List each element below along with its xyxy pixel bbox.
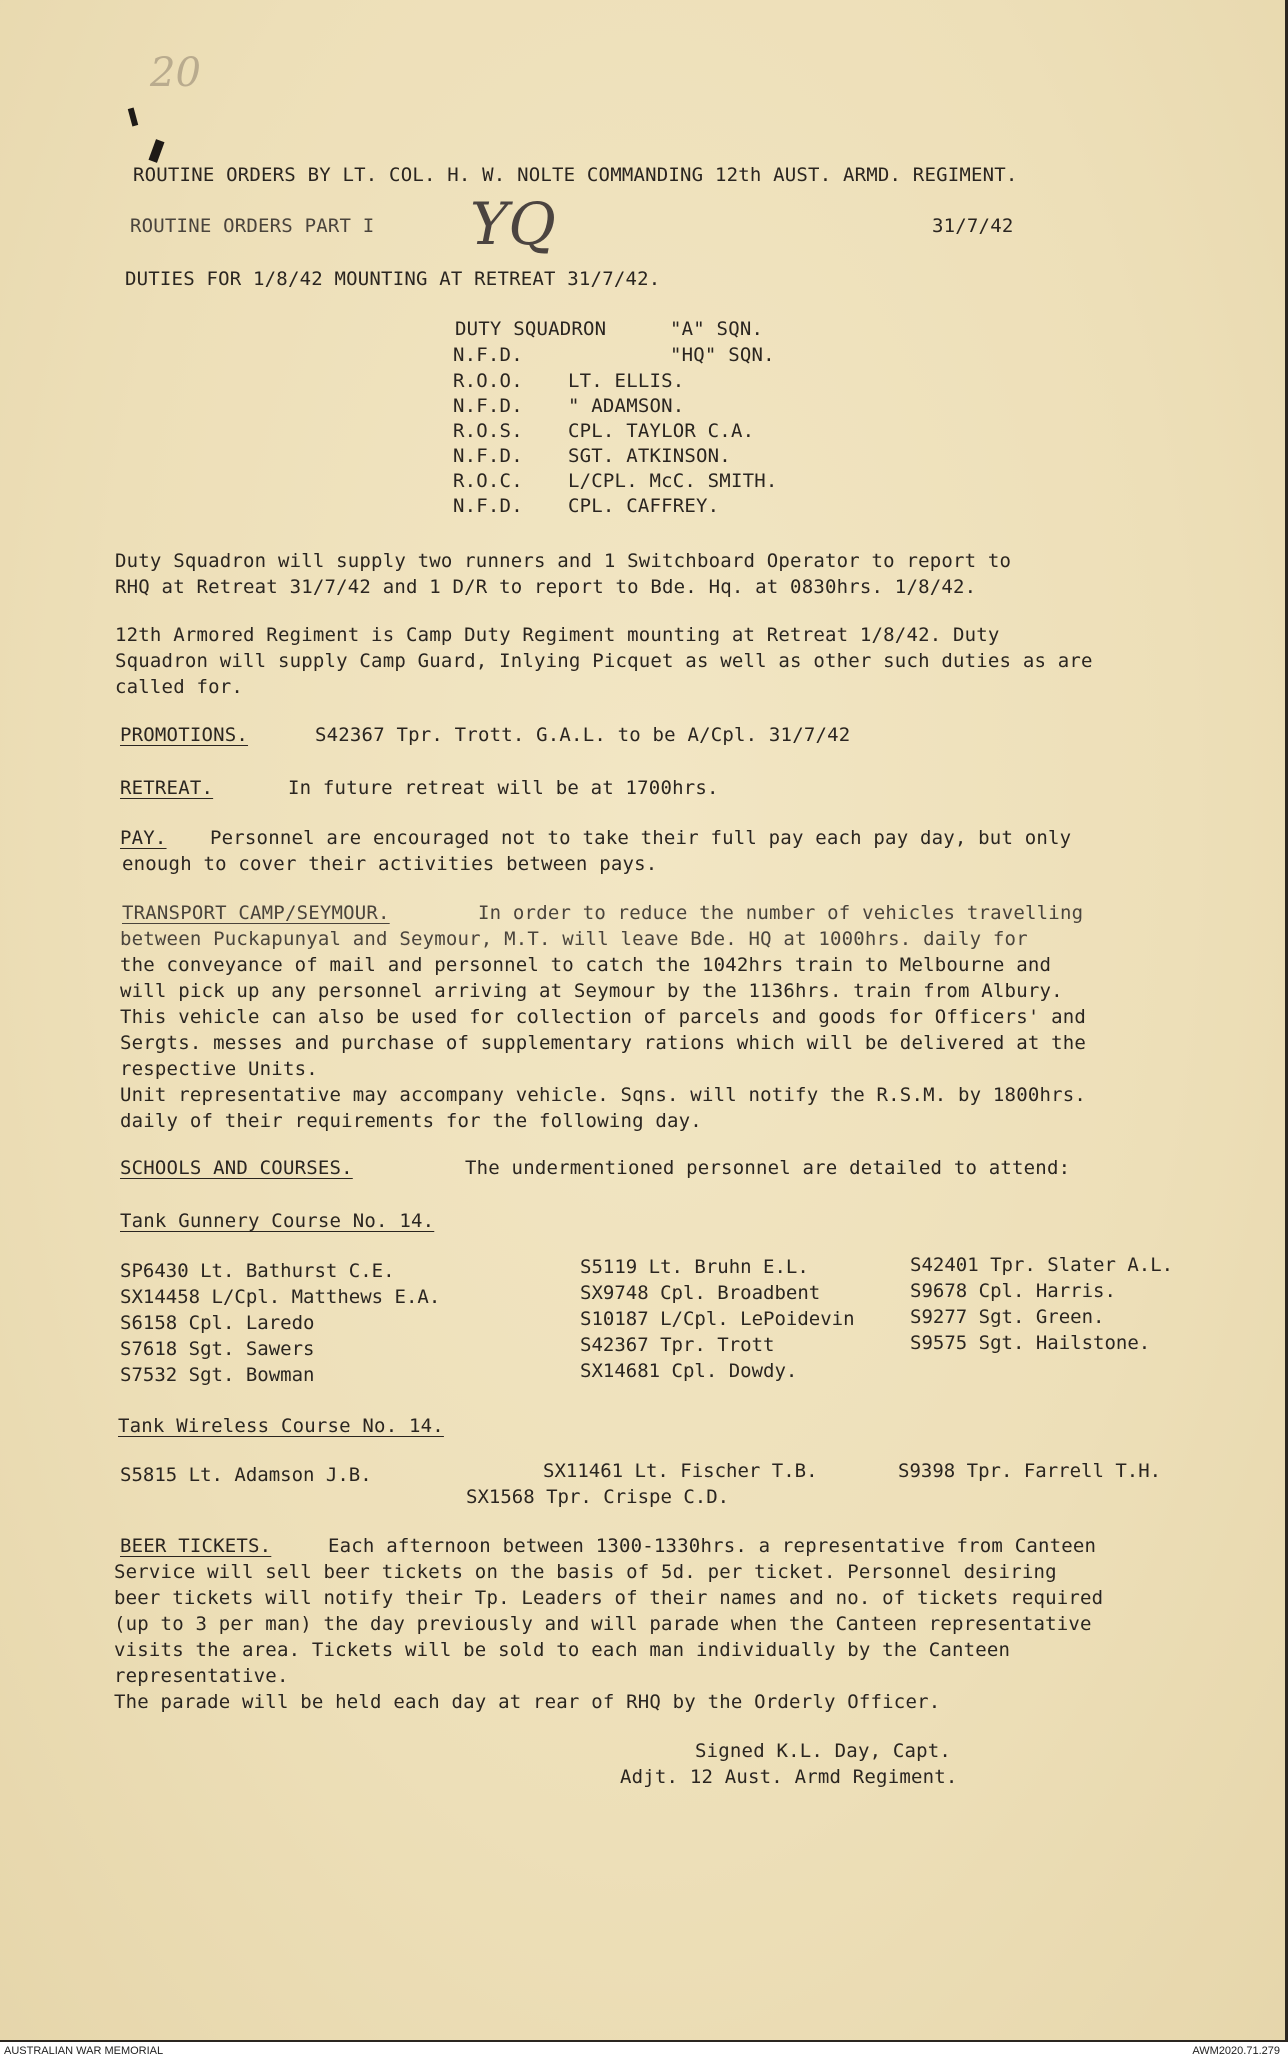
paragraph-line: between Puckapunyal and Seymour, M.T. will leave Bde. HQ at 1000hrs. daily for <box>120 928 1028 950</box>
course-entry: S9277 Sgt. Green. <box>910 1306 1105 1328</box>
retreat-heading: RETREAT. <box>120 777 214 799</box>
duty-role: R.O.C. <box>453 470 523 492</box>
paragraph-line: beer tickets will notify their Tp. Leaders of their names and no. of tickets required <box>114 1587 1104 1609</box>
course-entry: S10187 L/Cpl. LePoidevin <box>580 1308 855 1330</box>
paragraph-line: respective Units. <box>120 1058 318 1080</box>
signature-line: Signed K.L. Day, Capt. <box>695 1740 952 1762</box>
paragraph-line: 12th Armored Regiment is Camp Duty Regiment mounting at Retreat 1/8/42. Duty <box>115 624 1000 646</box>
duty-role: N.F.D. <box>453 495 523 517</box>
header-title: ROUTINE ORDERS BY LT. COL. H. W. NOLTE COMMANDING 12th AUST. ARMD. REGIMENT. <box>133 164 1018 186</box>
paragraph-line: Service will sell beer tickets on the basis of 5d. per ticket. Personnel desiring <box>114 1561 1057 1583</box>
duty-name: SGT. ATKINSON. <box>568 445 731 467</box>
duty-name: LT. ELLIS. <box>568 370 685 392</box>
transport-paragraph <box>120 926 1190 1134</box>
paragraph-line: RHQ at Retreat 31/7/42 and 1 D/R to report to Bde. Hq. at 0830hrs. 1/8/42. <box>115 576 977 598</box>
paragraph-line: daily of their requirements for the following day. <box>120 1110 702 1132</box>
ink-mark <box>149 139 165 163</box>
course-entry: SP6430 Lt. Bathurst C.E. <box>120 1260 395 1282</box>
course-entry: S9398 Tpr. Farrell T.H. <box>898 1460 1162 1482</box>
paragraph-line: This vehicle can also be used for collection of parcels and goods for Officers' and <box>120 1006 1087 1028</box>
paragraph-line: Sergts. messes and purchase of supplementary rations which will be delivered at the <box>120 1032 1087 1054</box>
paragraph-line: will pick up any personnel arriving at Seymour by the 1136hrs. train from Albury. <box>120 980 1063 1002</box>
schools-heading: SCHOOLS AND COURSES. <box>120 1157 353 1179</box>
header-part: ROUTINE ORDERS PART I <box>130 215 375 237</box>
duty-name: " ADAMSON. <box>568 395 685 417</box>
gunnery-course-heading: Tank Gunnery Course No. 14. <box>120 1210 435 1232</box>
course-entry: S42367 Tpr. Trott <box>580 1334 775 1356</box>
course-entry: SX11461 Lt. Fischer T.B. <box>543 1460 818 1482</box>
duties-heading: DUTIES FOR 1/8/42 MOUNTING AT RETREAT 31/7/42. <box>125 268 661 290</box>
ink-mark <box>128 108 138 127</box>
paragraph-line: Squadron will supply Camp Guard, Inlying Picquet as well as other such duties as are <box>115 650 1093 672</box>
transport-line: In order to reduce the number of vehicles travelling <box>478 902 1084 924</box>
footer-accession-number: AWM2020.71.279 <box>1192 2045 1280 2057</box>
course-entry: S7532 Sgt. Bowman <box>120 1364 315 1386</box>
wireless-course-heading: Tank Wireless Course No. 14. <box>118 1415 444 1437</box>
course-entry: S9678 Cpl. Harris. <box>910 1280 1116 1302</box>
paragraph-line: (up to 3 per man) the day previously and will parade when the Canteen representative <box>114 1613 1092 1635</box>
retreat-text: In future retreat will be at 1700hrs. <box>288 777 719 799</box>
promotions-heading: PROMOTIONS. <box>120 724 249 746</box>
course-entry: SX9748 Cpl. Broadbent <box>580 1282 821 1304</box>
paragraph-line: visits the area. Tickets will be sold to each man individually by the Canteen <box>114 1639 1011 1661</box>
duty-role: N.F.D. <box>453 445 523 467</box>
duty-role: R.O.S. <box>453 420 523 442</box>
duty-name: CPL. CAFFREY. <box>568 495 720 517</box>
duty-name: "HQ" SQN. <box>670 344 775 366</box>
course-entry: S7618 Sgt. Sawers <box>120 1338 315 1360</box>
duty-name: L/CPL. McC. SMITH. <box>568 470 778 492</box>
archive-pencil-note: 20 <box>150 50 201 96</box>
beer-tickets-heading: BEER TICKETS. <box>120 1535 272 1557</box>
paragraph-line: Unit representative may accompany vehicle. Sqns. will notify the R.S.M. by 1800hrs. <box>120 1084 1087 1106</box>
paragraph-line: The parade will be held each day at rear of RHQ by the Orderly Officer. <box>114 1691 941 1713</box>
promotions-text: S42367 Tpr. Trott. G.A.L. to be A/Cpl. 31/7/42 <box>315 724 851 746</box>
duty-role: N.F.D. <box>453 395 523 417</box>
course-entry: S5119 Lt. Bruhn E.L. <box>580 1256 809 1278</box>
pay-line: Personnel are encouraged not to take their full pay each pay day, but only <box>210 827 1072 849</box>
course-entry: S6158 Cpl. Laredo <box>120 1312 315 1334</box>
transport-heading: TRANSPORT CAMP/SEYMOUR. <box>122 902 390 924</box>
paragraph-line: the conveyance of mail and personnel to catch the 1042hrs train to Melbourne and <box>120 954 1052 976</box>
camp-duty-paragraph <box>115 622 1185 700</box>
schools-text: The undermentioned personnel are detailed to attend: <box>465 1157 1071 1179</box>
beer-line: Each afternoon between 1300-1330hrs. a representative from Canteen <box>328 1535 1097 1557</box>
handwritten-initials: YQ <box>470 190 556 258</box>
pay-heading: PAY. <box>120 827 167 849</box>
paragraph-line: called for. <box>115 676 244 698</box>
footer-institution: AUSTRALIAN WAR MEMORIAL <box>4 2045 164 2057</box>
header-date: 31/7/42 <box>932 215 1014 237</box>
course-entry: S9575 Sgt. Hailstone. <box>910 1332 1151 1354</box>
paragraph-line: Duty Squadron will supply two runners and 1 Switchboard Operator to report to <box>115 550 1012 572</box>
duty-squadron-paragraph <box>115 548 1185 600</box>
duty-name: "A" SQN. <box>670 318 764 340</box>
course-entry: SX14681 Cpl. Dowdy. <box>580 1360 798 1382</box>
paragraph-line: representative. <box>114 1665 289 1687</box>
course-entry: SX14458 L/Cpl. Matthews E.A. <box>120 1286 441 1308</box>
duty-role: DUTY SQUADRON <box>455 318 607 340</box>
pay-line: enough to cover their activities between pays. <box>122 853 658 875</box>
beer-tickets-paragraph <box>114 1559 1184 1715</box>
course-entry: S5815 Lt. Adamson J.B. <box>120 1464 372 1486</box>
duty-name: CPL. TAYLOR C.A. <box>568 420 755 442</box>
signature-title: Adjt. 12 Aust. Armd Regiment. <box>620 1766 958 1788</box>
duty-role: N.F.D. <box>453 344 523 366</box>
course-entry: S42401 Tpr. Slater A.L. <box>910 1254 1174 1276</box>
duty-role: R.O.O. <box>453 370 523 392</box>
course-entry: SX1568 Tpr. Crispe C.D. <box>466 1486 730 1508</box>
